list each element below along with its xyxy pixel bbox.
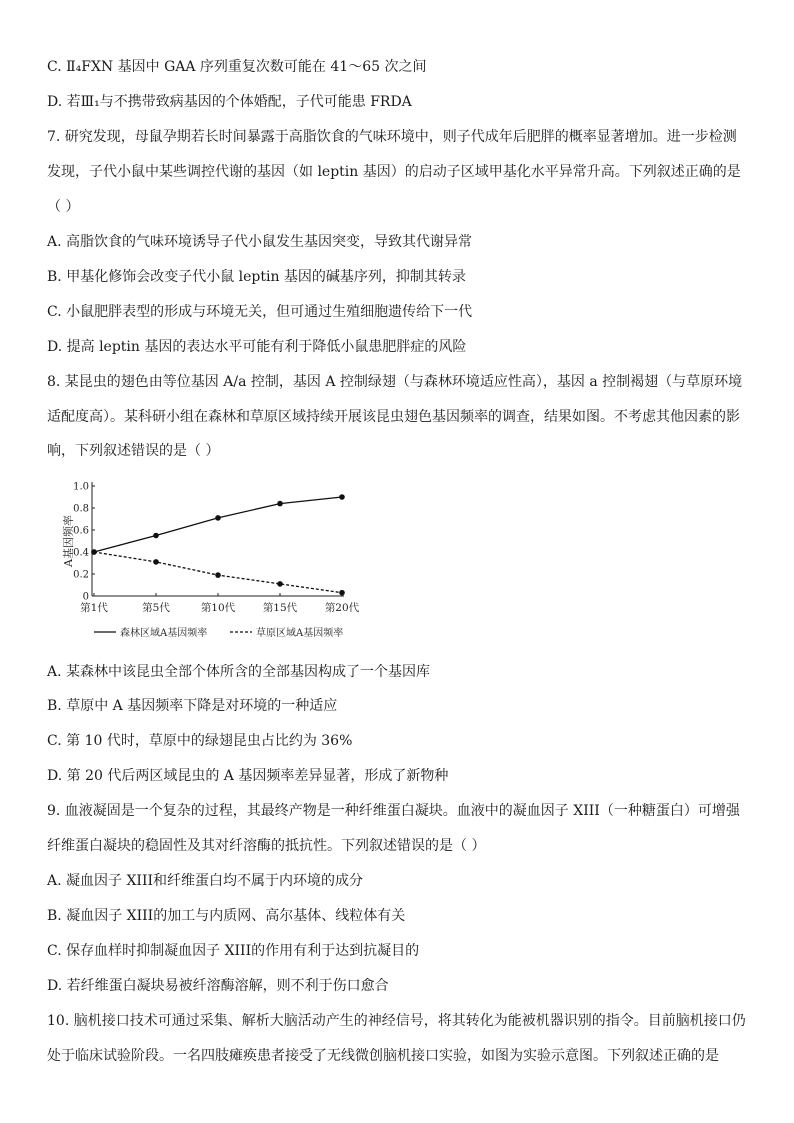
option-c: C. 小鼠肥胖表型的形成与环境无关，但可通过生殖细胞遗传给下一代: [47, 304, 473, 320]
question-8-stem: 8. 某昆虫的翅色由等位基因 A/a 控制，基因 A 控制绿翅（与森林环境适应性高），基因 a 控制褐翅（与草原环境: [47, 374, 743, 390]
option-c: C. 第 10 代时，草原中的绿翅昆虫占比约为 36%: [47, 733, 353, 749]
data-point: [277, 501, 283, 507]
option-d: D. 第 20 代后两区域昆虫的 A 基因频率差异显著，形成了新物种: [47, 768, 449, 784]
option-b: B. 甲基化修饰会改变子代小鼠 leptin 基因的碱基序列，抑制其转录: [47, 269, 466, 285]
legend-label: 森林区域A基因频率: [120, 628, 208, 639]
text-line: 响，下列叙述错误的是（ ）: [47, 443, 220, 459]
text-line: D. 若Ⅲ₁与不携带致病基因的个体婚配，子代可能患 FRDA: [47, 94, 412, 110]
option-c: C. 保存血样时抑制凝血因子 XIII的作用有利于达到抗凝目的: [47, 943, 420, 959]
text-line: 发现，子代小鼠中某些调控代谢的基因（如 leptin 基因）的启动子区域甲基化水平异常升高。下列叙述正确的是: [47, 164, 741, 180]
legend-label: 草原区域A基因频率: [256, 628, 344, 639]
question-10-stem: 10. 脑机接口技术可通过采集、解析大脑活动产生的神经信号，将其转化为能被机器识别的指令。目前脑机接口仍: [47, 1013, 746, 1029]
x-tick-label: 第1代: [80, 602, 108, 614]
answer-bracket: （ ）: [47, 199, 80, 215]
data-point: [215, 515, 221, 521]
data-point: [91, 549, 97, 555]
gene-frequency-chart: [62, 478, 362, 648]
text-line: 处于临床试验阶段。一名四肢瘫痪患者接受了无线微创脑机接口实验，如图为实验示意图。下列叙述正确的是: [47, 1048, 719, 1064]
option-d: D. 若纤维蛋白凝块易被纤溶酶溶解，则不利于伤口愈合: [47, 978, 389, 994]
text-line: 适配度高）。某科研小组在森林和草原区域持续开展该昆虫翅色基因频率的调查，结果如图。不考虑其他因素的影: [47, 409, 740, 425]
chart-svg: [62, 478, 362, 648]
option-b: B. 草原中 A 基因频率下降是对环境的一种适应: [47, 698, 338, 714]
option-b: B. 凝血因子 XIII的加工与内质网、高尔基体、线粒体有关: [47, 908, 406, 924]
data-point: [339, 494, 345, 500]
y-axis-label: A基因频率: [62, 515, 75, 567]
x-tick-label: 第5代: [142, 602, 170, 614]
data-point: [339, 590, 345, 596]
data-point: [153, 559, 159, 565]
x-tick-label: 第20代: [324, 602, 360, 614]
series-line: [94, 497, 342, 552]
y-tick-label: 0.4: [73, 547, 89, 559]
y-tick-label: 0.8: [73, 503, 89, 515]
question-9-stem: 9. 血液凝固是一个复杂的过程，其最终产物是一种纤维蛋白凝块。血液中的凝血因子 XIII（一种糖蛋白）可增强: [47, 803, 740, 819]
option-a: A. 高脂饮食的气味环境诱导子代小鼠发生基因突变，导致其代谢异常: [47, 234, 473, 250]
option-a: A. 某森林中该昆虫全部个体所含的全部基因构成了一个基因库: [47, 664, 431, 680]
y-tick-label: 0: [82, 591, 89, 603]
option-a: A. 凝血因子 XIII和纤维蛋白均不属于内环境的成分: [47, 873, 364, 889]
data-point: [215, 572, 221, 578]
question-7-stem: 7. 研究发现，母鼠孕期若长时间暴露于高脂饮食的气味环境中，则子代成年后肥胖的概率显著增加。进一步检测: [47, 129, 737, 145]
y-tick-label: 1.0: [73, 481, 89, 493]
text-line: 纤维蛋白凝块的稳固性及其对纤溶酶的抵抗性。下列叙述错误的是（ ）: [47, 838, 486, 854]
x-tick-label: 第10代: [200, 602, 236, 614]
x-tick-label: 第15代: [262, 602, 298, 614]
text-line: C. Ⅱ₄FXN 基因中 GAA 序列重复次数可能在 41～65 次之间: [47, 59, 427, 75]
data-point: [153, 533, 159, 539]
option-d: D. 提高 leptin 基因的表达水平可能有利于降低小鼠患肥胖症的风险: [47, 339, 467, 355]
y-tick-label: 0.2: [73, 569, 89, 581]
y-tick-label: 0.6: [73, 525, 89, 537]
data-point: [277, 581, 283, 587]
